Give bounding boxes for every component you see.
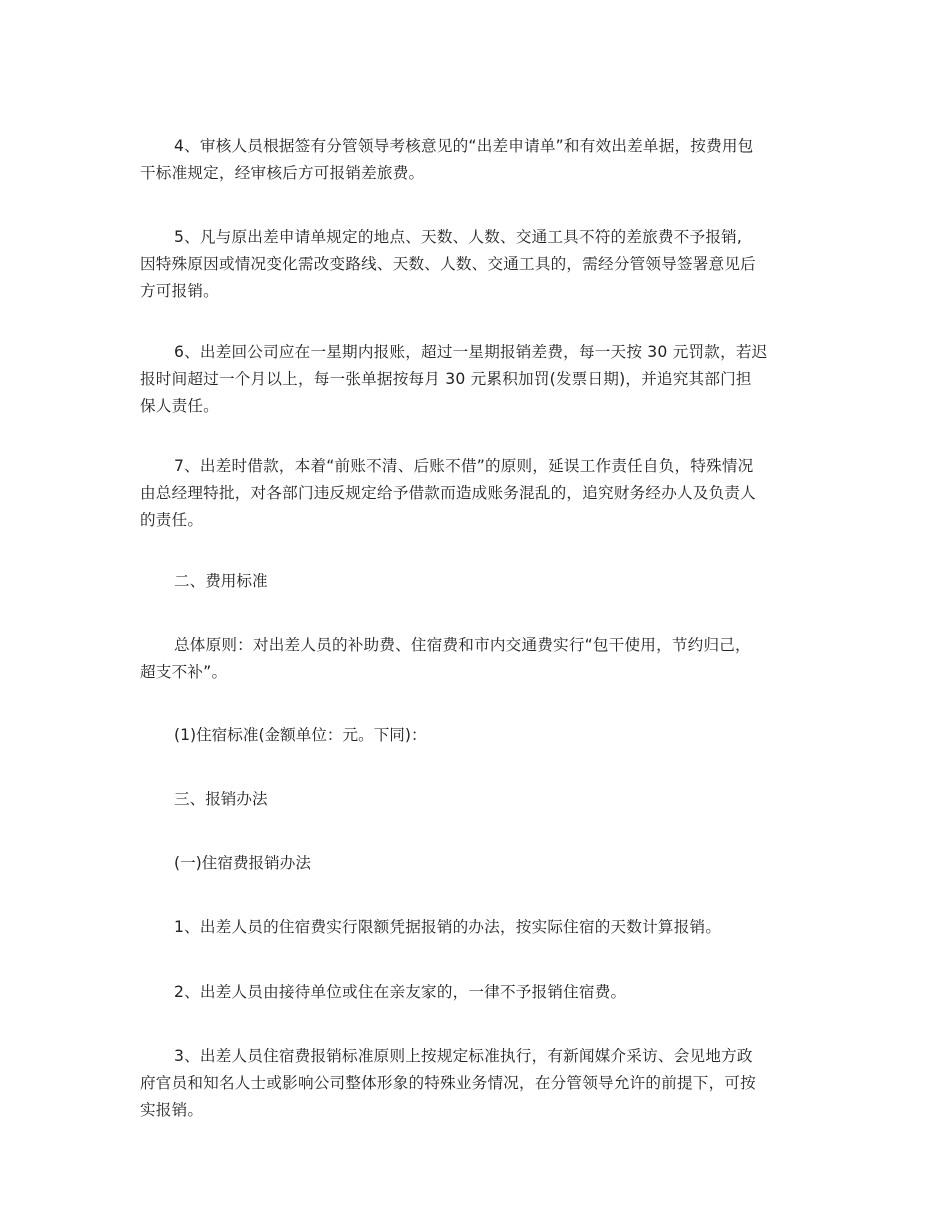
lodging-standard-label: (1)住宿标准(金额单位：元。下同)：: [174, 726, 427, 744]
text-line: 保人责任。: [140, 397, 219, 415]
text-line: 1、出差人员的住宿费实行限额凭据报销的办法，按实际住宿的天数计算报销。: [174, 918, 722, 936]
text-line: 方可报销。: [140, 282, 219, 300]
text-line: 的责任。: [140, 511, 204, 529]
text-line: 因特殊原因或情况变化需改变路线、天数、人数、交通工具的，需经分管领导签署意见后: [140, 255, 756, 273]
paragraph-lodging-limit: [140, 914, 808, 941]
subsection-heading-lodging: (一)住宿费报销办法: [174, 854, 311, 872]
section-heading-cost-standard: 二、费用标准: [174, 572, 268, 590]
paragraph-mismatch-rule: [140, 224, 808, 305]
text-line: 干标准规定，经审核后方可报销差旅费。: [140, 164, 425, 182]
paragraph-no-lodging-reimbursement: [140, 979, 808, 1006]
text-line: 2、出差人员由接待单位或住在亲友家的，一律不予报销住宿费。: [174, 983, 627, 1001]
text-line: 6、出差回公司应在一星期内报账，超过一星期报销差费，每一天按 30 元罚款，若迟: [174, 343, 768, 361]
text-line: 7、出差时借款，本着“前账不清、后账不借”的原则，延误工作责任自负，特殊情况: [174, 457, 754, 475]
text-line: 由总经理特批，对各部门违反规定给予借款而造成账务混乱的，追究财务经办人及负责人: [140, 484, 756, 502]
text-line: 实报销。: [140, 1101, 204, 1119]
text-line: 4、审核人员根据签有分管领导考核意见的“出差申请单”和有效出差单据，按费用包: [174, 137, 754, 155]
text-line: 报时间超过一个月以上，每一张单据按每月 30 元累积加罚(发票日期)，并追究其部门担: [140, 370, 752, 388]
section-heading-reimbursement: 三、报销办法: [174, 790, 268, 808]
paragraph-special-case: [140, 1043, 808, 1124]
text-line: 5、凡与原出差申请单规定的地点、天数、人数、交通工具不符的差旅费不予报销,: [174, 228, 743, 246]
paragraph-late-report-rule: [140, 339, 808, 420]
paragraph-loan-rule: [140, 453, 808, 534]
text-line: 总体原则：对出差人员的补助费、住宿费和市内交通费实行“包干使用，节约归己，: [174, 636, 751, 654]
text-line: 超支不补”。: [140, 663, 228, 681]
text-line: 3、出差人员住宿费报销标准原则上按规定标准执行，有新闻媒介采访、会见地方政: [174, 1047, 753, 1065]
paragraph-audit-rule: [140, 133, 808, 187]
text-line: 府官员和知名人士或影响公司整体形象的特殊业务情况，在分管领导允许的前提下，可按: [140, 1074, 756, 1092]
paragraph-general-principle: [140, 632, 808, 686]
